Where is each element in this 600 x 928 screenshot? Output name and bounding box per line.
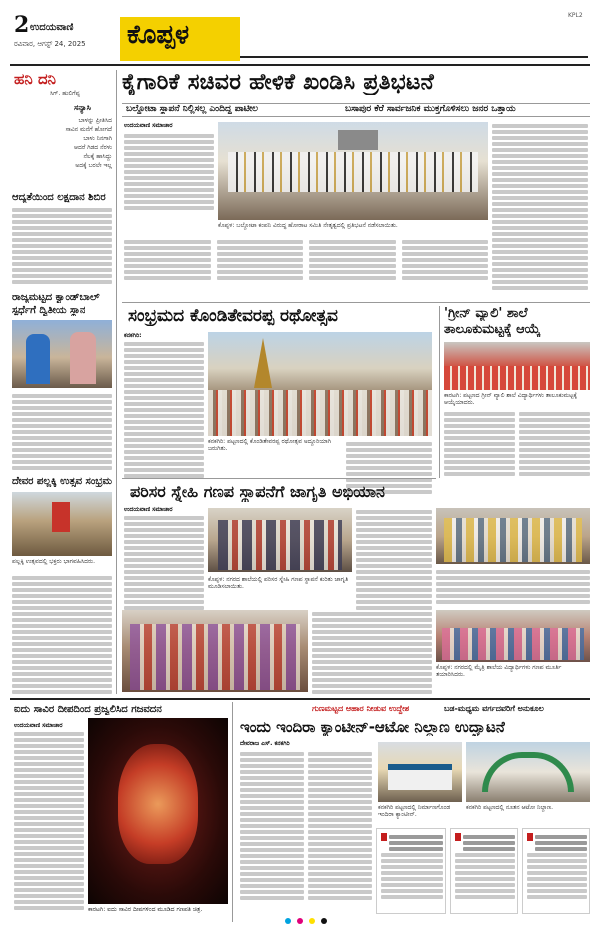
canteen-box-1	[376, 828, 446, 914]
masthead	[0, 0, 600, 66]
left-story-2-headline: ರಾಜ್ಯಮಟ್ಟದ ಕ್ವಾಂಡ್‌ಬಾಲ್	[12, 292, 100, 303]
edition-title: ಕೊಪ್ಪಳ	[127, 20, 190, 50]
ganapa-group-photo	[208, 508, 352, 572]
canteen-caption-2: ಕನಕಗಿರಿ ಪಟ್ಟಣದಲ್ಲಿ ನೂತನ ಆಟೋ ನಿಲ್ದಾಣ.	[466, 804, 554, 811]
rath-headline: ಸಂಭ್ರಮದ ಕೊಂಡಿತೇವರಪ್ಪ ರಥೋತ್ಸವ	[128, 306, 338, 326]
left-story-2-body	[12, 392, 112, 472]
protest-photo	[218, 122, 488, 220]
lead-bottom-rule	[122, 302, 590, 303]
canteen-kicker-2: ಬಡ-ಮಧ್ಯಮ ವರ್ಗದವರಿಗೆ ಅನುಕೂಲ	[444, 704, 544, 713]
ganapa-idols-photo	[436, 508, 590, 564]
date-line: ರವಿವಾರ, ಆಗಸ್ಟ್ 24, 2025	[14, 40, 86, 48]
rath-dateline: ಕನಕಗಿರಿ:	[124, 332, 142, 339]
section-rule	[10, 698, 590, 700]
canteen-box-3	[522, 828, 590, 914]
canteen-byline: ದೇವರಾಜ ಎಸ್. ಕನಕಗಿರಿ	[240, 740, 290, 747]
poem-line: ಸಾವಿನ ಮನೆಗೆ ಹೋಗದೆ	[65, 126, 112, 133]
lead-body-right	[492, 122, 588, 292]
left-story-1-headline: ಆದ್ಯತೆಯಿಂದ ಲಕ್ಷದಾನ ಶಿಬಿರ	[12, 192, 106, 203]
students-idol-photo	[122, 610, 308, 692]
ganapa-caption-2: ಕೊಪ್ಪಳ: ನಗರದಲ್ಲಿ ಮೈತ್ರಿ ಶಾಲೆಯ ವಿದ್ಯಾರ್ಥಿಗಳು ಗಣಪ ಮೂರ್ತಿ ತಯಾರಿಸಿದರು.	[436, 664, 562, 678]
green-headline: 'ಗ್ರೀನ್ ವ್ಯಾಲಿ' ಶಾಲೆ	[444, 306, 528, 321]
rath-caption: ಕನಕಗಿರಿ: ಪಟ್ಟಣದಲ್ಲಿ ಕೊಂಡಿತೇವರಪ್ಪ ರಥೋತ್ಸವ ಅದ್ದೂರಿಯಾಗಿ ಜರುಗಿತು.	[208, 438, 332, 452]
ganapa-body-left	[124, 514, 204, 612]
rath-crowd-photo	[208, 332, 432, 436]
left-column-divider	[116, 70, 117, 694]
award-photo	[12, 320, 112, 388]
poem-line: ಬಾಳನ್ನು ಪ್ರೀತಿಸಿದ	[78, 117, 112, 124]
auto-stand-photo	[466, 742, 590, 802]
poem-line: ಅದಕ್ಕೆ ಬರಲೇ ಇಲ್ಲ	[75, 162, 112, 169]
ganapa-dateline: ಉದಯವಾಣಿ ಸಮಾಚಾರ	[124, 506, 173, 513]
honey-logo: ಹನಿ ದನಿ	[14, 70, 56, 88]
lead-subhead: ಬಲ್ದೋಟಾ ಸ್ಥಾಪನೆ ನಿಲ್ಲಿಸಲ್ಲ ಎಂದಿದ್ದ ಪಾಟೀಲ	[126, 104, 258, 114]
green-caption: ಕಾರಟಗಿ: ಪಟ್ಟಣದ ಗ್ರೀನ್ ವ್ಯಾಲಿ ಶಾಲೆ ವಿದ್ಯಾರ್ಥಿಗಳು ತಾಲೂಕುಮಟ್ಟಕ್ಕೆ ಆಯ್ಕೆಯಾದರು.	[444, 392, 577, 406]
lamps-dateline: ಉದಯವಾಣಿ ಸಮಾಚಾರ	[14, 722, 63, 729]
ganapa-body-right	[436, 568, 590, 606]
ganapa-body-lower	[312, 610, 432, 696]
rath-body-left	[124, 340, 204, 480]
green-body	[444, 410, 590, 478]
page-number: 2	[14, 12, 30, 38]
ganapa-body-mid	[356, 508, 432, 618]
corner-code: KPL2	[568, 12, 583, 19]
right-column-divider	[439, 306, 440, 478]
lamps-headline: ಐದು ಸಾವಿರ ದೀಪದಿಂದ ಪ್ರಜ್ವಲಿಸಿದ ಗಜವದನ	[14, 704, 162, 715]
left-story-3-body	[12, 574, 112, 696]
lead-body-left	[124, 132, 214, 212]
ganapa-headline: ಪರಿಸರ ಸ್ನೇಹಿ ಗಣಪ ಸ್ಥಾಪನೆಗೆ ಜಾಗೃತಿ ಅಭಿಯಾನ	[130, 482, 385, 501]
poem-title: ಸನ್ಯಾಸಿ	[74, 103, 91, 112]
poem-line: ಬಾಳು ನಿನಗಾಗಿ	[83, 135, 112, 142]
lead-dateline: ಉದಯವಾಣಿ ಸಮಾಚಾರ	[124, 122, 173, 129]
lead-caption: ಕೊಪ್ಪಳ: ಬಲ್ದೋಟಾ ಕಂಪನಿ ವಿರುದ್ಧ ಹೋರಾಟ ಸಮಿತಿ ನೇತೃತ್ವದಲ್ಲಿ ಪ್ರತಿಭಟನೆ ನಡೆಸಲಾಯಿತು.	[218, 222, 398, 229]
poem-body	[50, 116, 112, 170]
brand-name: ಉದಯವಾಣಿ	[30, 22, 74, 33]
lead-body-bottom	[124, 238, 488, 282]
registration-marks	[96, 917, 516, 925]
poem-line: ಆದರೆ ಗಿಡದ ನೆರಳು	[74, 144, 112, 151]
canteen-photo	[378, 742, 462, 802]
lamps-body-left	[14, 730, 84, 912]
left-story-1-body	[12, 206, 112, 286]
lead-subhead-2: ಬಸಾಪುರ ಕೆರೆ ಸಾರ್ವಜನಿಕ ಮುಕ್ತಗೊಳಿಸಲು ಜನರ ಒತ್ತಾಯ	[345, 104, 516, 114]
green-headline-2: ತಾಲೂಕುಮಟ್ಟಕ್ಕೆ ಆಯ್ಕೆ	[444, 322, 541, 337]
lamp-ganesha-photo	[88, 718, 228, 904]
canteen-box-2	[450, 828, 518, 914]
left-story-3-caption: ಪಲ್ಲಕ್ಕಿ ಉತ್ಸವದಲ್ಲಿ ಭಕ್ತರು ಭಾಗವಹಿಸಿದರು.	[12, 558, 96, 565]
masthead-rule	[240, 56, 588, 58]
lamps-divider	[232, 702, 233, 922]
canteen-caption: ಕನಕಗಿರಿ ಪಟ್ಟಣದಲ್ಲಿ ನಿರ್ಮಾಣಗೊಂಡ ಇಂದಿರಾ ಕ್ಯಾಂಟೀನ್.	[378, 804, 451, 818]
left-story-2-headline-2: ಸ್ಪರ್ಧೆಗೆ ದ್ವಿತೀಯ ಸ್ಥಾನ	[12, 305, 86, 316]
school-students-photo	[436, 610, 590, 662]
poem-line: ನೆಲಕ್ಕೆ ಹಾಸಿದ್ದು	[83, 153, 112, 160]
lead-headline: ಕೈಗಾರಿಕೆ ಸಚಿವರ ಹೇಳಿಕೆ ಖಂಡಿಸಿ ಪ್ರತಿಭಟನೆ	[122, 70, 435, 95]
honey-box	[12, 70, 112, 186]
procession-photo	[12, 492, 112, 556]
canteen-body-mid	[308, 750, 372, 902]
canteen-headline: ಇಂದು ಇಂದಿರಾ ಕ್ಯಾಂಟೀನ್-ಆಟೋ ನಿಲ್ದಾಣ ಉದ್ಘಾಟನೆ	[240, 718, 505, 736]
rath-bottom-rule	[122, 478, 436, 479]
canteen-body-left	[240, 750, 304, 902]
ganapa-caption: ಕೊಪ್ಪಳ: ನಗರದ ಶಾಲೆಯಲ್ಲಿ ಪರಿಸರ ಸ್ನೇಹಿ ಗಣಪ ಸ್ಥಾಪನೆ ಕುರಿತು ಜಾಗೃತಿ ಮೂಡಿಸಲಾಯಿತು.	[208, 576, 349, 590]
school-team-photo	[444, 342, 590, 390]
honey-byline: ಸಿಗ್. ಹುಲಿಗೆಪ್ಪ	[50, 90, 80, 97]
canteen-kicker: ಗುಣಮಟ್ಟದ ಆಹಾರ ನೀಡುವ ಉದ್ದೇಶ	[312, 704, 410, 713]
left-story-3-headline: ದೇವರ ಪಲ್ಲಕ್ಕಿ ಉತ್ಸವ ಸಂಭ್ರಮ	[12, 476, 113, 487]
lamps-caption: ಕಾರಟಗಿ: ಐದು ಸಾವಿರ ದೀಪಗಳಿಂದ ಮೂಡಿದ ಗಣಪತಿ ಚಿತ್ರ.	[88, 906, 203, 913]
masthead-bottom-rule	[10, 64, 590, 66]
